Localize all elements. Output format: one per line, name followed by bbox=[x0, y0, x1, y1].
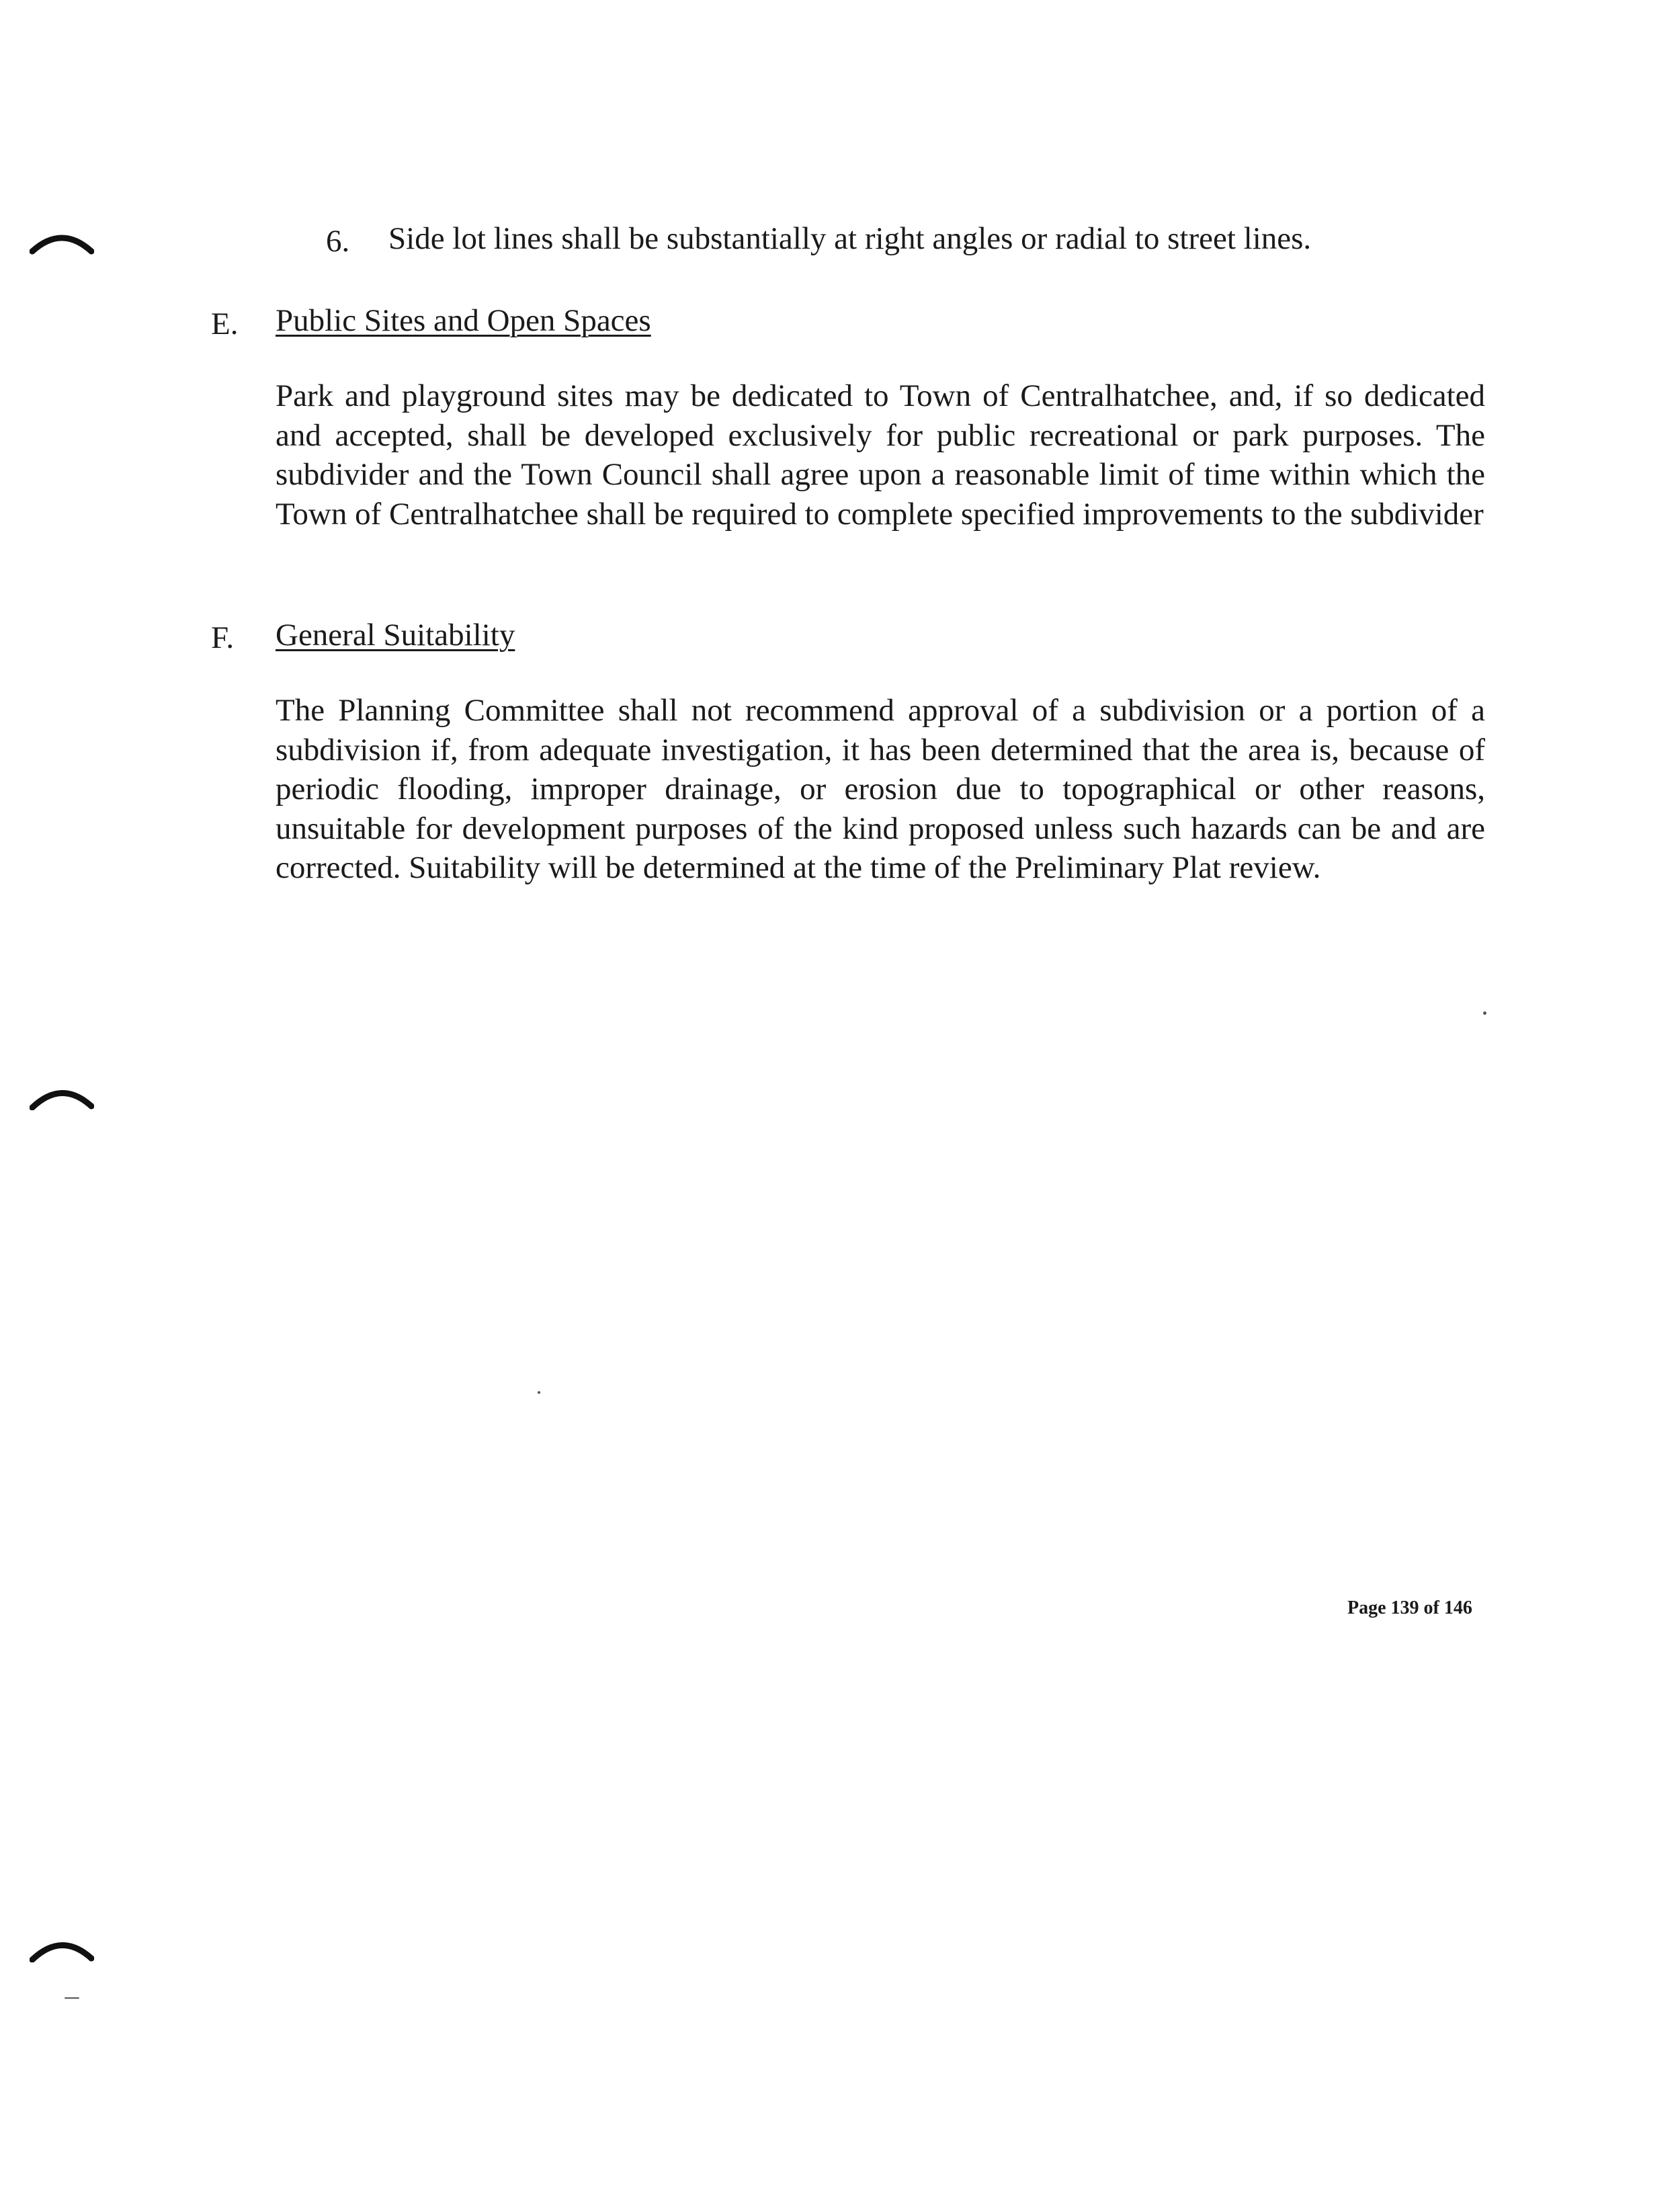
section-heading-general-suitability: General Suitability bbox=[276, 618, 515, 653]
punch-hole-mark-middle bbox=[30, 1083, 94, 1110]
list-item-text: Side lot lines shall be substantially at right angles or radial to street lines. bbox=[388, 221, 1312, 256]
scan-speck bbox=[1483, 1011, 1486, 1015]
section-paragraph-public-sites: Park and playground sites may be dedicated to Town of Centralhatchee, and, if so dedicated and accepted, shall be developed exclusively for public recreational or park purposes. The subdivider and the Town Council shall agree upon a reasonable limit of time within which the Town of Centralhatchee shall be required to complete specified improvements to the subdivider bbox=[276, 378, 1485, 532]
list-item-number: 6. bbox=[326, 224, 350, 259]
section-paragraph-general-suitability: The Planning Committee shall not recommend approval of a subdivision or a portion of a subdivision if, from adequate investigation, it has been determined that the area is, because of periodic flooding, improper drainage, or erosion due to topographical or other reasons, unsuitable for development purposes of the kind proposed unless such hazards can be and are corrected. Suitability will be determined at the time of the Preliminary Plat review. bbox=[276, 693, 1485, 885]
section-heading-public-sites: Public Sites and Open Spaces bbox=[276, 303, 651, 338]
scan-speck bbox=[538, 1391, 540, 1394]
section-letter-f: F. bbox=[211, 620, 235, 655]
page-number-footer: Page 139 of 146 bbox=[1347, 1597, 1472, 1618]
section-letter-e: E. bbox=[211, 306, 239, 341]
punch-hole-mark-bottom bbox=[30, 1936, 94, 1962]
scan-speck bbox=[65, 1997, 79, 1999]
punch-hole-mark-top bbox=[30, 228, 94, 255]
